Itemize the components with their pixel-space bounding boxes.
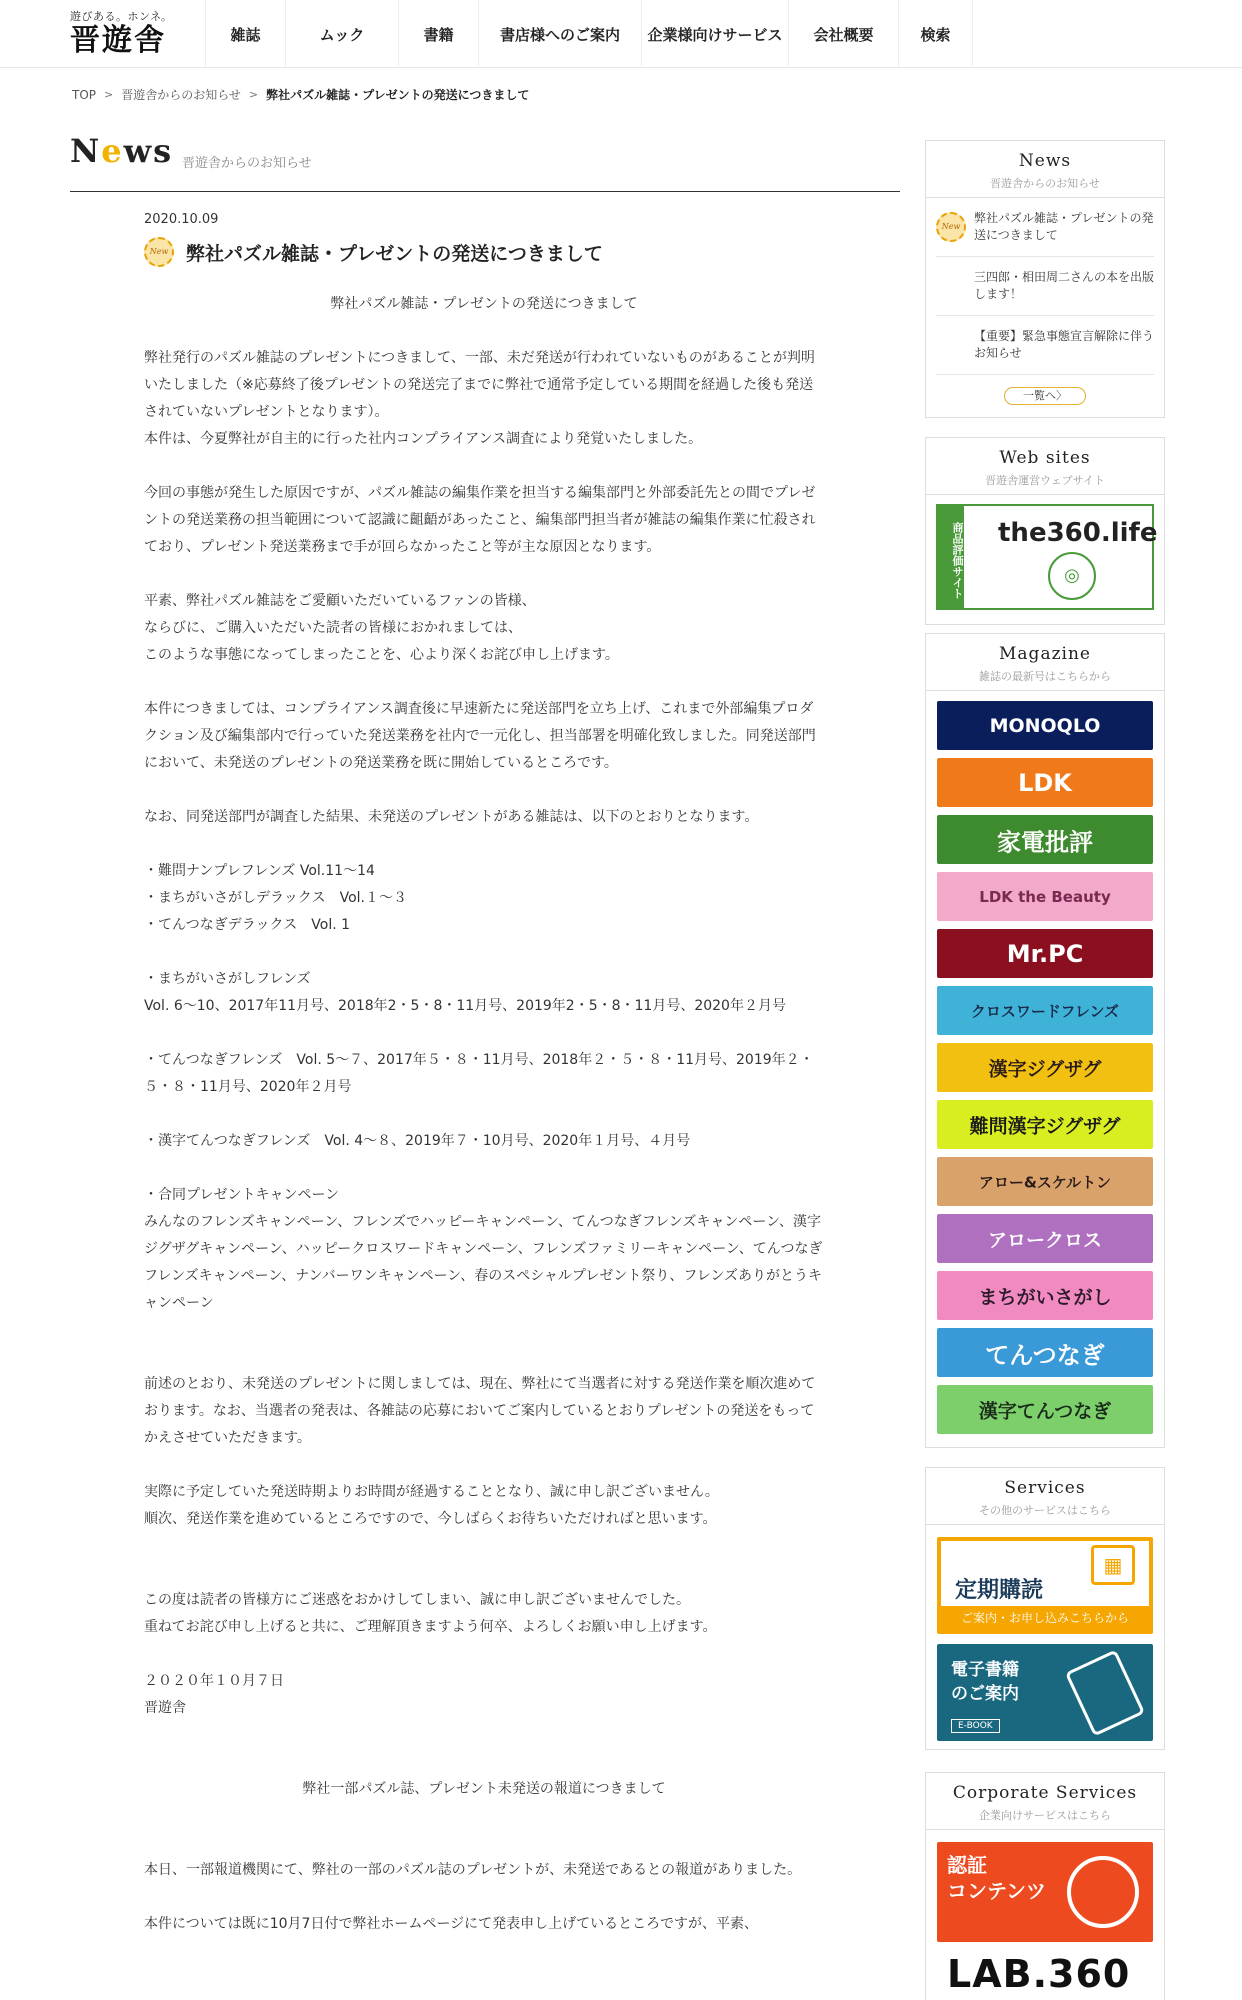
paragraph-gap	[144, 1020, 824, 1047]
article-paragraph: ・まちがいさがしフレンズ Vol. 6〜10、2017年11月号、2018年2・5・8・11月号、2019年2・5・8・11月号、2020年２月号	[144, 971, 786, 1014]
paragraph-gap	[144, 1560, 824, 1587]
paragraph-gap	[144, 1641, 824, 1668]
article-paragraph: ・漢字てんつなぎフレンズ Vol. 4〜８、2019年７・10月号、2020年１月号、４月号	[144, 1133, 691, 1149]
magazine-label: MONOQLO	[989, 714, 1101, 737]
sidebar-websites-title: Web sites	[999, 448, 1091, 468]
article-paragraph: ２０２０年１０月７日 晋遊舎	[144, 1673, 284, 1716]
article-paragraph: 本件につきましては、コンプライアンス調査後に早速新たに発送部門を立ち上げ、これまで外部編集プロダクション及び編集部内で行っていた発送業務を社内で一元化し、担当部署を明確化致しました。同発送部門において、未発送のプレゼントの発送業務を既に開始しているところです。	[144, 701, 816, 771]
ninsho-text: 認証 コンテンツ	[947, 1853, 1046, 1903]
sidebar-news-header	[926, 141, 1164, 198]
the360-banner-side: 商品評価サイト	[938, 506, 964, 608]
sidebar-news-title: News	[1018, 151, 1072, 171]
article-paragraph: 弊社発行のパズル雑誌のプレゼントにつきまして、一部、未だ発送が行われていないものがあることが判明いたしました（※応募終了後プレゼントの発送完了までに弊社で通常予定している期間を経過した後も発送されていないプレゼントとなります）。 本件は、今夏弊社が自主的に行った社内コンプライアンス調査により発覚いたしました。	[144, 350, 815, 447]
sidebar-news-list	[926, 198, 1164, 375]
magazine-banner[interactable]	[937, 1043, 1153, 1092]
sidebar-magazine-header	[926, 634, 1164, 691]
paragraph-gap	[144, 1533, 824, 1560]
magazine-banner[interactable]	[937, 929, 1153, 978]
article-body	[144, 291, 824, 1938]
paragraph-gap	[144, 1452, 824, 1479]
nav-item-0[interactable]: 雑誌	[205, 0, 285, 68]
paragraph-gap	[144, 831, 824, 858]
sidebar-news-item[interactable]	[936, 198, 1154, 257]
chevron-right-icon: >	[104, 88, 114, 101]
magazine-label: 漢字ジグザグ	[988, 1058, 1102, 1080]
breadcrumb	[72, 86, 529, 103]
paragraph-gap	[144, 318, 824, 345]
paragraph-gap	[144, 1884, 824, 1911]
sidebar-corporate-sub: 企業向けサービスはこちら	[979, 1809, 1111, 1822]
nav-item-3[interactable]: 書店様へのご案内	[478, 0, 641, 68]
sidebar-news-text: 弊社パズル雑誌・プレゼントの発送につきまして	[974, 211, 1154, 242]
new-badge-icon: New	[144, 237, 174, 267]
article-title-row	[144, 237, 824, 267]
sidebar-websites-header	[926, 438, 1164, 495]
magazine-banner[interactable]	[937, 872, 1153, 921]
nav-item-4[interactable]: 企業様向けサービス	[641, 0, 788, 68]
globe-icon: ◎	[1048, 552, 1096, 600]
sidebar-corporate	[925, 1772, 1165, 2000]
sidebar-news	[925, 140, 1165, 418]
ebook-tag: E-BOOK	[951, 1719, 1000, 1733]
sidebar-news-sub: 晋遊舎からのお知らせ	[990, 177, 1100, 190]
ninsho-contents-banner[interactable]	[937, 1842, 1153, 1942]
magazine-banner[interactable]	[937, 758, 1153, 807]
ebook-text: 電子書籍 のご案内	[951, 1660, 1019, 1704]
magazine-banner[interactable]	[937, 1100, 1153, 1149]
chevron-right-icon: 〉	[1056, 389, 1067, 402]
lab360-banner[interactable]	[937, 1952, 1153, 2000]
magazine-label: LDK the Beauty	[979, 887, 1111, 906]
nav-item-2[interactable]: 書籍	[398, 0, 478, 68]
the360-logo: the360.life	[998, 518, 1158, 548]
paragraph-gap	[144, 1830, 824, 1857]
breadcrumb-news[interactable]: 晋遊舎からのお知らせ	[121, 88, 241, 102]
sidebar-magazine-title: Magazine	[999, 644, 1091, 664]
magazine-banner[interactable]	[937, 1157, 1153, 1206]
article-paragraph: なお、同発送部門が調査した結果、未発送のプレゼントがある雑誌は、以下のとおりとなります。	[144, 809, 759, 825]
paragraph-gap	[144, 1155, 824, 1182]
teiki-kodoku-banner[interactable]	[937, 1537, 1153, 1634]
article-paragraph: 平素、弊社パズル雑誌をご愛顧いただいているファンの皆様、 ならびに、ご購入いただいた読者の皆様におかれましては、 このような事態になってしまったことを、心より深くお詫び申し上げます。	[144, 593, 619, 663]
site-logo[interactable]	[70, 8, 180, 62]
magazine-label: アロー&スケルトン	[978, 1173, 1112, 1191]
article-title: 弊社パズル雑誌・プレゼントの発送につきまして	[186, 242, 603, 265]
breadcrumb-current: 弊社パズル雑誌・プレゼントの発送につきまして	[266, 88, 530, 102]
sidebar-corporate-header	[926, 1773, 1164, 1830]
logo-name: 晋遊舎	[70, 23, 166, 58]
paragraph-gap	[144, 777, 824, 804]
chevron-right-icon: >	[248, 88, 259, 101]
article-paragraph: この度は読者の皆様方にご迷惑をおかけしてしまい、誠に申し訳ございませんでした。 重ねてお詫び申し上げると共に、ご理解頂きますよう何卒、よろしくお願い申し上げます。	[144, 1592, 717, 1635]
magazine-label: アロークロス	[987, 1229, 1102, 1251]
article-paragraph: 弊社パズル雑誌・プレゼントの発送につきまして	[330, 296, 638, 312]
article-paragraph: 前述のとおり、未発送のプレゼントに関しましては、現在、弊社にて当選者に対する発送作業を順次進めております。なお、当選者の発表は、各雑誌の応募においてご案内しているとおりプレゼントの発送をもってかえさせていただきます。	[144, 1376, 816, 1446]
sidebar-magazine	[925, 633, 1165, 1448]
tablet-icon	[1065, 1649, 1145, 1736]
sidebar-magazine-sub: 雑誌の最新号はこちらから	[979, 670, 1111, 683]
magazine-list	[926, 701, 1164, 1434]
magazine-banner[interactable]	[937, 815, 1153, 864]
sidebar-websites	[925, 437, 1165, 625]
magazine-label: 難問漢字ジグザグ	[969, 1115, 1121, 1137]
magazine-banner[interactable]	[937, 1385, 1153, 1434]
magazine-banner[interactable]	[937, 1271, 1153, 1320]
article-paragraph: 今回の事態が発生した原因ですが、パズル雑誌の編集作業を担当する編集部門と外部委託先との間でプレゼントの発送業務の担当範囲について認識に齟齬があったこと、編集部門担当者が雑誌の編集作業に忙殺されており、プレゼント発送業務まで手が回らなかったこと等が主な原因となります。	[144, 485, 816, 555]
main-nav	[205, 0, 973, 68]
magazine-label: まちがいさがし	[978, 1286, 1112, 1308]
paragraph-gap	[144, 1722, 824, 1749]
article-date: 2020.10.09	[144, 212, 219, 227]
sidebar-services-sub: その他のサービスはこちら	[979, 1504, 1111, 1517]
sidebar-news-text: 【重要】緊急事態宣言解除に伴うお知らせ	[974, 329, 1155, 360]
nav-item-6[interactable]: 検索	[898, 0, 973, 68]
paragraph-gap	[144, 669, 824, 696]
nav-item-5[interactable]: 会社概要	[788, 0, 898, 68]
sidebar-services-title: Services	[1004, 1478, 1086, 1498]
magazine-banner[interactable]	[937, 1328, 1153, 1377]
nav-item-1[interactable]: ムック	[285, 0, 398, 68]
magazine-label: クロスワードフレンズ	[970, 1002, 1120, 1020]
article-paragraph: 本日、一部報道機関にて、弊社の一部のパズル誌のプレゼントが、未発送であるとの報道がありました。	[144, 1862, 802, 1878]
paragraph-gap	[144, 1749, 824, 1776]
paragraph-gap	[144, 1344, 824, 1371]
lab360-logo: LAB.360	[947, 1952, 1131, 1996]
page-title: News	[70, 132, 174, 170]
article-paragraph: ・てんつなぎフレンズ Vol. 5〜７、2017年５・８・11月号、2018年２・５・８・11月号、2019年２・５・８・11月号、2020年２月号	[144, 1052, 814, 1095]
paragraph-gap	[144, 1803, 824, 1830]
magazine-label: Mr.PC	[1006, 939, 1084, 968]
sidebar-services-header	[926, 1468, 1164, 1525]
news-more-button[interactable]: 一覧へ〉	[1004, 387, 1086, 405]
magazine-banner[interactable]	[937, 701, 1153, 750]
sidebar-news-text: 三四郎・相田周二さんの本を出版します！	[974, 270, 1155, 301]
article-paragraph: 実際に予定していた発送時期よりお時間が経過することとなり、誠に申し訳ございません。 順次、発送作業を進めているところですので、今しばらくお待ちいただければと思います。	[144, 1484, 719, 1527]
article-paragraph: 本件については既に10月7日付で弊社ホームページにて発表申し上げているところですが、平素、	[144, 1916, 759, 1932]
paragraph-gap	[144, 939, 824, 966]
page-heading	[70, 132, 900, 192]
magazine-label: 漢字てんつなぎ	[978, 1400, 1112, 1422]
breadcrumb-top[interactable]: TOP	[72, 87, 97, 102]
magazine-label: てんつなぎ	[985, 1341, 1105, 1369]
teiki-main: 定期購読	[955, 1578, 1044, 1603]
magazine-banner[interactable]	[937, 1214, 1153, 1263]
magazine-label: 家電批評	[997, 828, 1093, 856]
site-header	[0, 0, 1242, 68]
paragraph-gap	[144, 1101, 824, 1128]
magazine-banner[interactable]	[937, 986, 1153, 1035]
calendar-icon: ▦	[1091, 1545, 1135, 1585]
sidebar-news-item[interactable]	[936, 257, 1154, 316]
paragraph-gap	[144, 1317, 824, 1344]
article	[144, 212, 824, 1938]
sidebar-news-item[interactable]	[936, 316, 1154, 375]
sidebar-corporate-title: Corporate Services	[952, 1783, 1138, 1803]
sidebar-websites-sub: 晋遊舎運営ウェブサイト	[985, 474, 1105, 487]
logo-tagline: 遊びある。ホンネ。	[70, 10, 173, 23]
ebook-banner[interactable]	[937, 1644, 1153, 1741]
new-badge-icon: New	[936, 212, 966, 242]
the360-banner[interactable]	[936, 504, 1158, 610]
article-paragraph: 弊社一部パズル誌、プレゼント未発送の報道につきまして	[302, 1781, 666, 1797]
paragraph-gap	[144, 561, 824, 588]
article-paragraph: ・難問ナンプレフレンズ Vol.11〜14 ・まちがいさがしデラックス Vol.１〜３ ・てんつなぎデラックス Vol. 1	[144, 863, 407, 933]
globe-icon	[1067, 1856, 1139, 1928]
magazine-label: LDK	[1018, 768, 1072, 797]
paragraph-gap	[144, 453, 824, 480]
sidebar-services	[925, 1467, 1165, 1750]
teiki-sub: ご案内・お申し込みこちらから	[941, 1606, 1149, 1630]
article-paragraph: ・合同プレゼントキャンペーン みんなのフレンズキャンペーン、フレンズでハッピーキャンペーン、てんつなぎフレンズキャンペーン、漢字ジグザグキャンペーン、ハッピークロスワードキャンペーン、フレンズファミリーキャンペーン、てんつなぎフレンズキャンペーン、ナンバーワンキャンペーン、春のスペシャルプレゼント祭り、フレンズありがとうキャンペーン	[144, 1187, 823, 1311]
page-subtitle: 晋遊舎からのお知らせ	[182, 156, 312, 171]
